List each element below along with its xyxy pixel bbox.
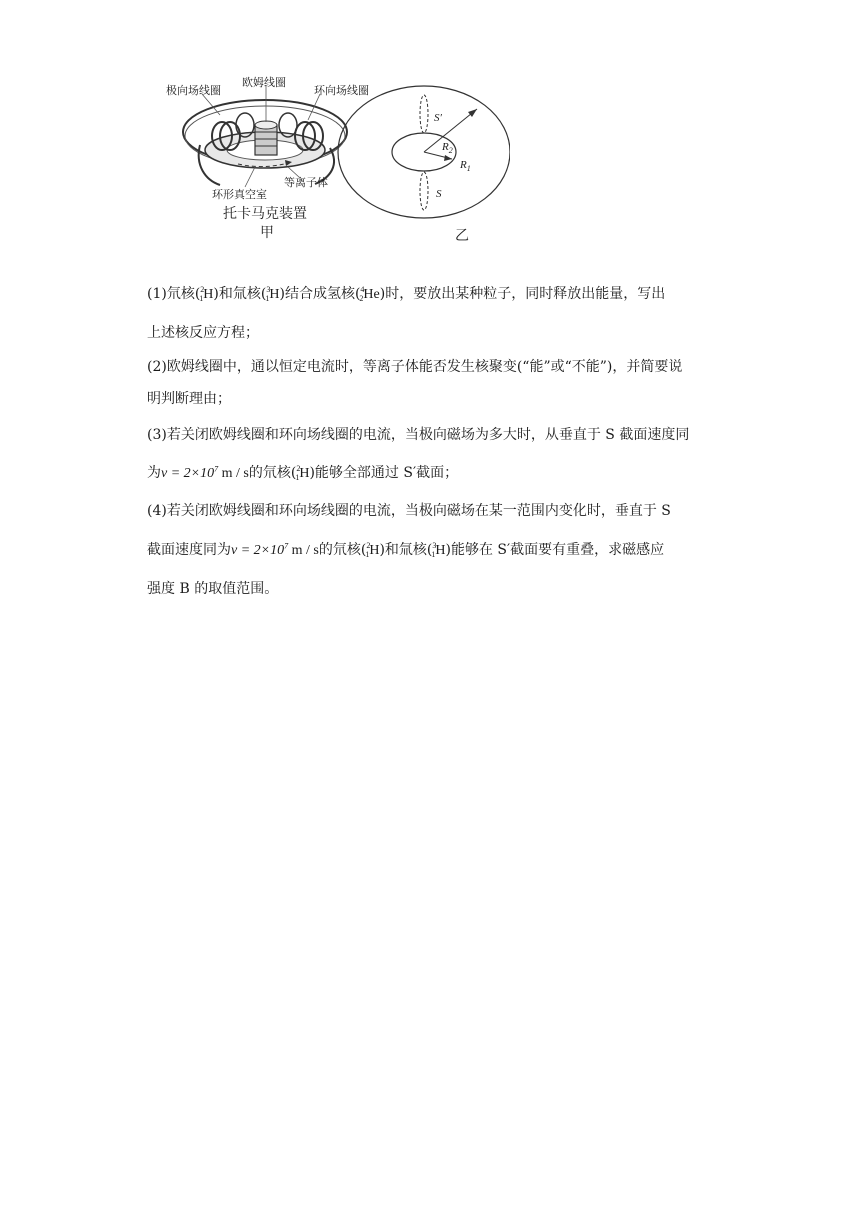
nuclide-helium: $^4_2$He	[359, 285, 380, 303]
nuclide-deuterium: $^2_1$H	[295, 464, 310, 482]
question-4-line-2: 截面速度同为$v = 2\times 10^7$ m / s的氘核($^2_1$H)和氚核($^3_1$H)能够在 S′截面要有重叠，求磁感应	[147, 541, 665, 559]
label-s: S	[436, 188, 442, 200]
figure-area	[150, 70, 510, 245]
label-s-prime: S′	[434, 112, 442, 124]
figure-title-tokamak: 托卡马克装置	[223, 206, 307, 222]
velocity-expression: $v = 2\times 10^7$ m / s	[231, 541, 319, 558]
nuclide-deuterium: $^2_1$H	[199, 285, 214, 303]
question-1-line-1: (1)氘核($^2_1$H)和氚核($^3_1$H)结合成氢核($^4_2$He)时，要放出某种粒子，同时释放出能量，写出	[147, 285, 666, 303]
label-pole-coil: 极向场线圈	[166, 84, 221, 97]
question-1-line-2: 上述核反应方程；	[147, 325, 259, 341]
figure-caption-jia: 甲	[260, 225, 274, 241]
question-4-line-3: 强度 B 的取值范围。	[147, 581, 279, 597]
question-2-line-2: 明判断理由；	[147, 391, 231, 407]
label-plasma: 等离子体	[284, 176, 328, 189]
label-chamber: 环形真空室	[212, 188, 267, 201]
figure-caption-yi: 乙	[455, 228, 469, 244]
velocity-expression: $v = 2\times 10^7$ m / s	[161, 464, 249, 481]
question-4-line-1: (4)若关闭欧姆线圈和环向场线圈的电流，当极向磁场在某一范围内变化时，垂直于 S	[147, 503, 671, 519]
nuclide-tritium: $^3_1$H	[265, 285, 280, 303]
label-ohm-coil: 欧姆线圈	[242, 76, 286, 89]
question-2-line-1: (2)欧姆线圈中，通以恒定电流时，等离子体能否发生核聚变(“能”或“不能”)，并简要说	[147, 359, 683, 375]
label-ring-coil: 环向场线圈	[314, 84, 369, 97]
nuclide-deuterium: $^2_1$H	[365, 541, 380, 559]
label-r2: $R_2$	[442, 141, 453, 156]
question-3-line-2: 为$v = 2\times 10^7$ m / s的氘核($^2_1$H)能够全部通过 S′截面；	[147, 464, 459, 482]
question-3-line-1: (3)若关闭欧姆线圈和环向场线圈的电流，当极向磁场为多大时，从垂直于 S 截面速度同	[147, 427, 690, 443]
label-r1: $R_1$	[460, 159, 471, 174]
nuclide-tritium: $^3_1$H	[431, 541, 446, 559]
